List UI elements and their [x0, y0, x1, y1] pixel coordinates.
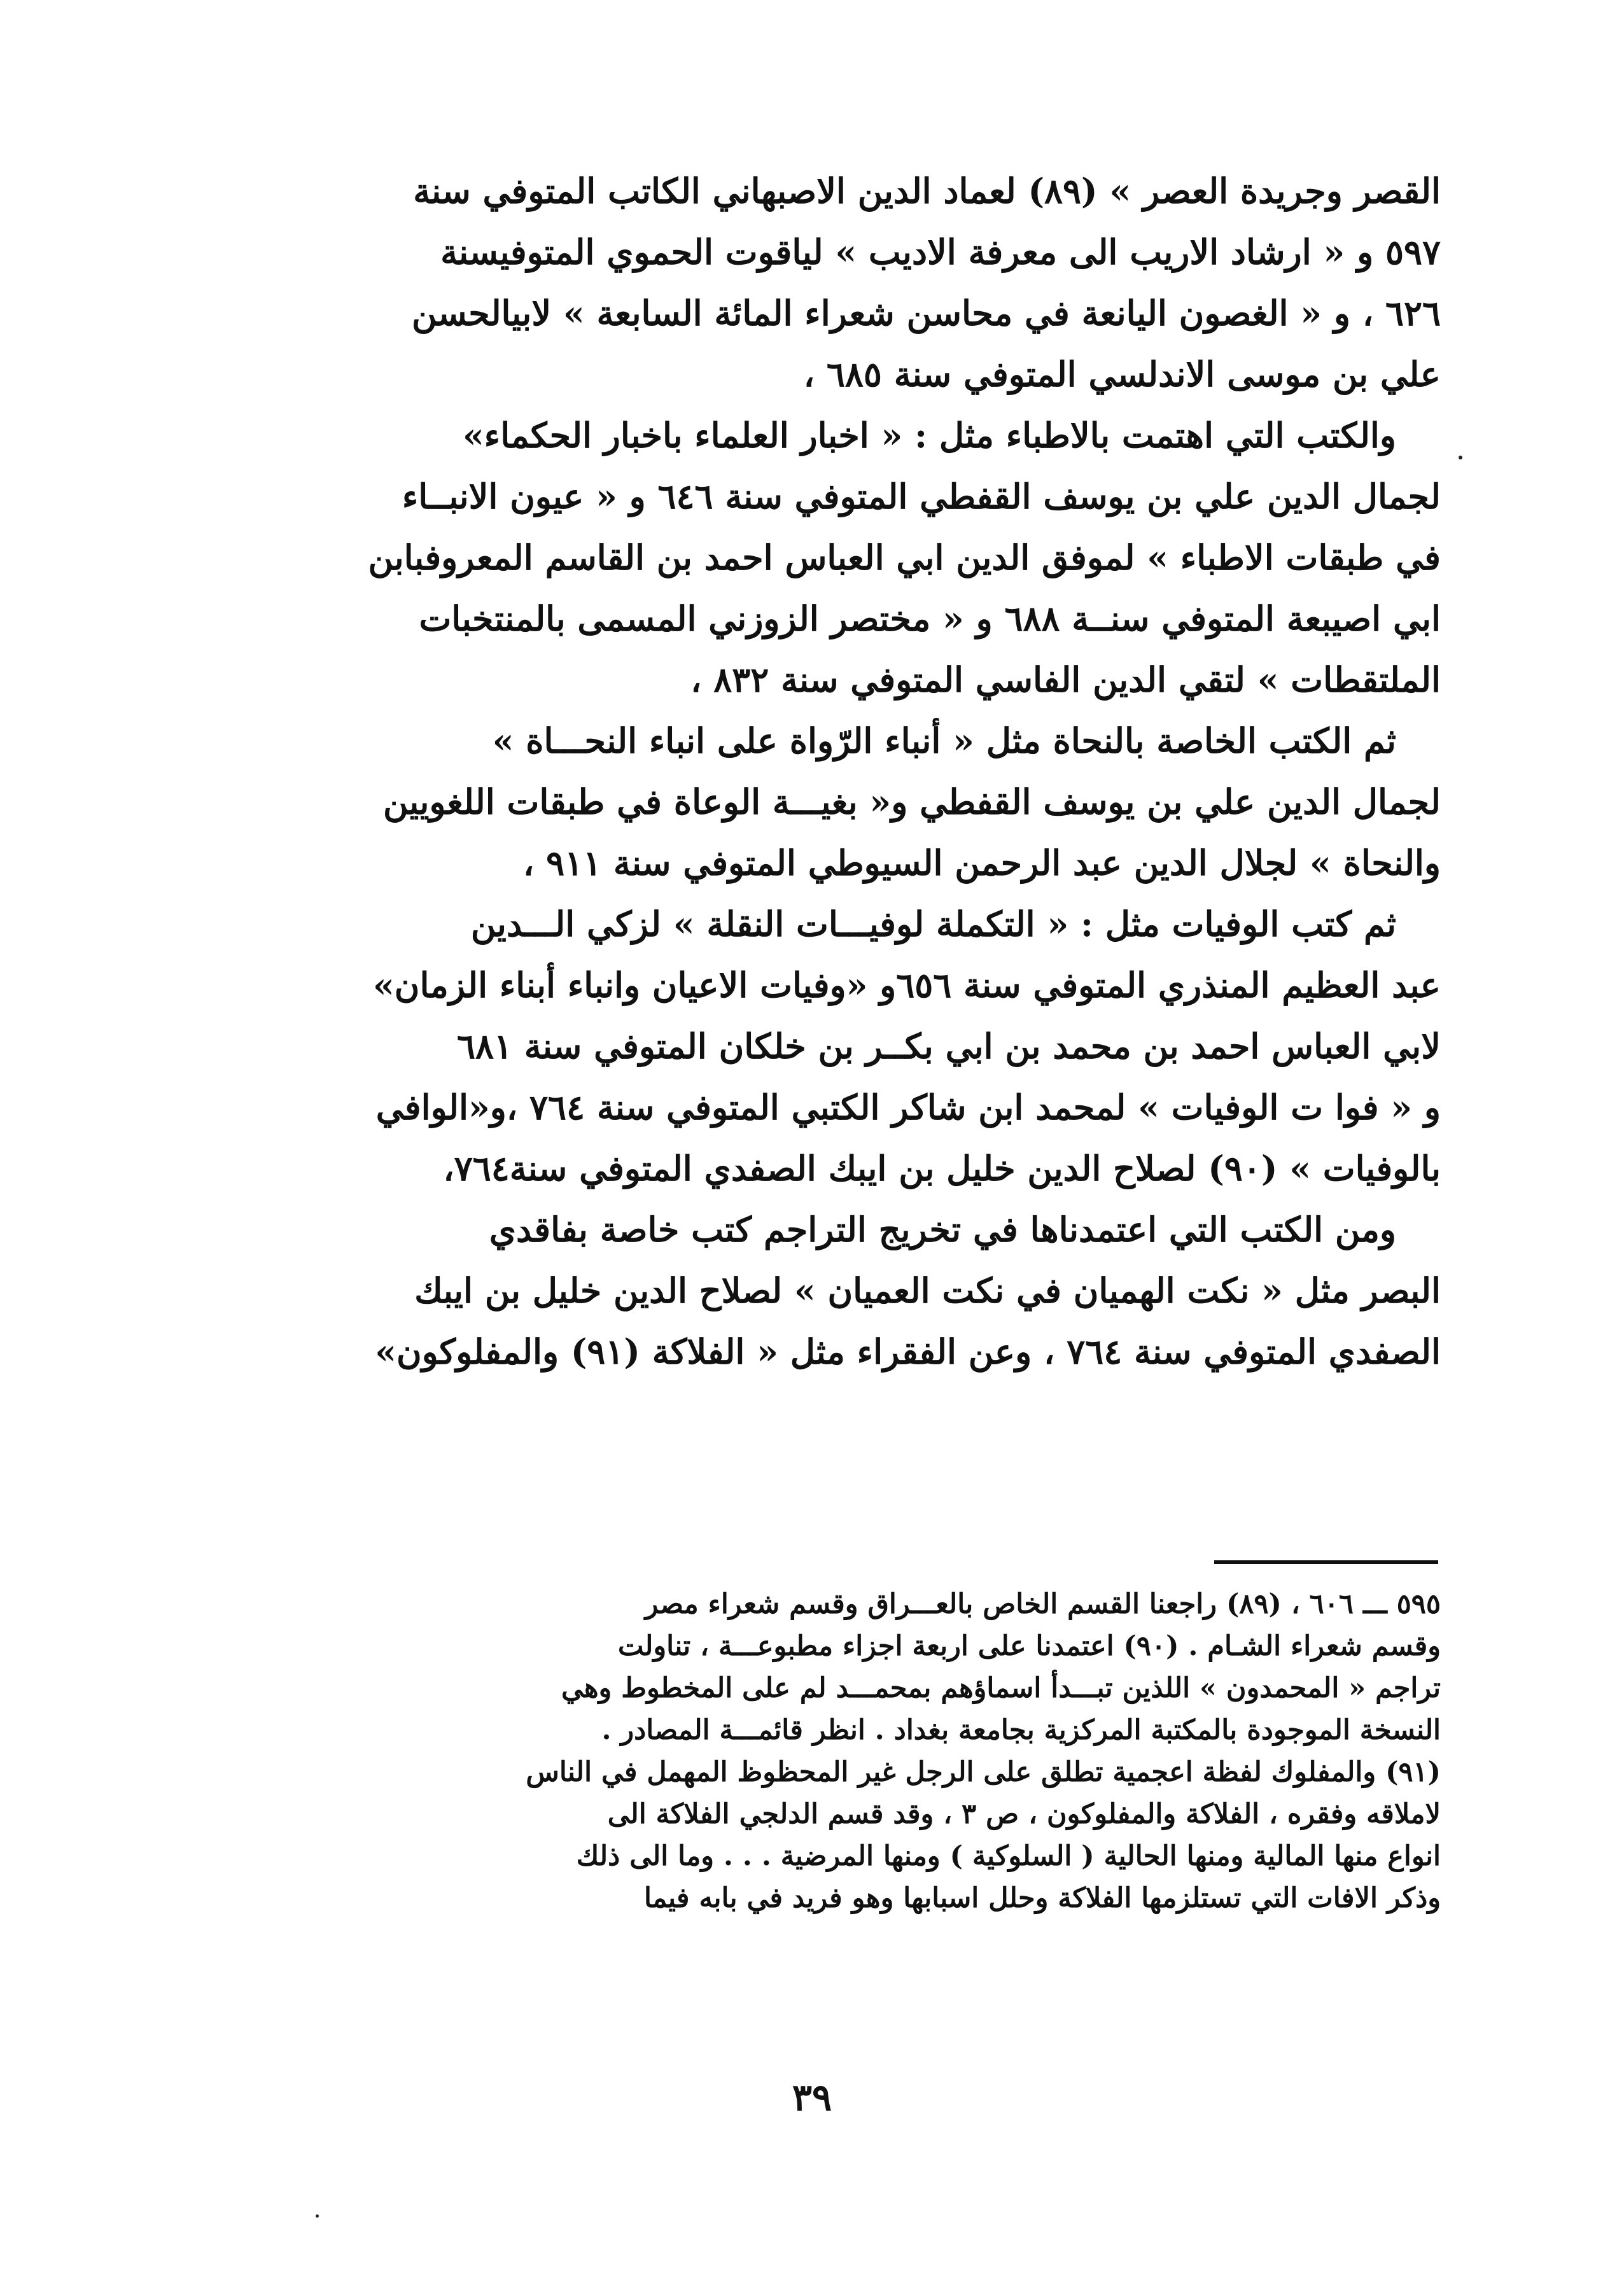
footnote-line: انواع منها المالية ومنها الحالية ( السلوكية ) ومنها المرضية . . . وما الى ذلك	[576, 1840, 1441, 1872]
text-line: لابي العباس احمد بن محمد بن ابي بكــر بن خلكان المتوفي سنة ٦٨١	[456, 1026, 1441, 1067]
text-line: لجمال الدين علي بن يوسف القفطي المتوفي سنة ٦٤٦ و « عيون الانبــاء	[402, 476, 1441, 517]
text-line: ابي اصيبعة المتوفي سنــة ٦٨٨ و « مختصر الزوزني المسمى بالمنتخبات	[419, 598, 1441, 639]
text-line: بالوفيات » (٩٠) لصلاح الدين خليل بن ايبك الصفدي المتوفي سنة٧٦٤،	[443, 1148, 1441, 1189]
footnote-line: وقسم شعراء الشـام . (٩٠) اعتمدنا على اربعة اجزاء مطبوعـــة ، تناولت	[618, 1630, 1441, 1662]
text-line: البصر مثل « نكت الهميان في نكت العميان » لصلاح الدين خليل بن ايبك	[414, 1270, 1441, 1311]
text-line: ومن الكتب التي اعتمدناها في تخريج التراجم كتب خاصة بفاقدي	[489, 1209, 1396, 1250]
text-line: لجمال الدين علي بن يوسف القفطي و« بغيـــة الوعاة في طبقات اللغويين	[382, 781, 1441, 822]
text-line: علي بن موسى الاندلسي المتوفي سنة ٦٨٥ ،	[803, 354, 1441, 395]
footnote-line: وذكر الافات التي تستلزمها الفلاكة وحلل اسبابها وهو فريد في بابه فيما	[644, 1882, 1441, 1914]
footnote-line: تراجم « المحمدون » اللذين تبـــدأ اسماؤهم بمحمـــد لم على المخطوط وهي	[561, 1672, 1441, 1704]
text-line: في طبقات الاطباء » لموفق الدين ابي العباس احمد بن القاسم المعروفبابن	[368, 537, 1441, 578]
text-line: الصفدي المتوفي سنة ٧٦٤ ، وعن الفقراء مثل « الفلاكة (٩١) والمفلوكون»	[375, 1331, 1441, 1372]
text-line: ثم الكتب الخاصة بالنحاة مثل « أنباء الرّواة على انباء النحـــاة »	[492, 720, 1396, 761]
footnote-line: لاملاقه وفقره ، الفلاكة والمفلوكون ، ص ٣ ، وقد قسم الدلجي الفلاكة الى	[607, 1798, 1441, 1830]
text-line: ٥٩٧ و « ارشاد الاريب الى معرفة الاديب » لياقوت الحموي المتوفيسنة	[440, 232, 1441, 272]
scan-speck	[316, 2214, 319, 2218]
text-line: القصر وجريدة العصر » (٨٩) لعماد الدين الاصبهاني الكاتب المتوفي سنة	[413, 171, 1441, 211]
page-number: ٣٩	[792, 2076, 832, 2119]
footnote-line: ٥٩٥ ـــ ٦٠٦ ، (٨٩) راجعنا القسم الخاص بالعـــراق وقسم شعراء مصر	[645, 1588, 1441, 1620]
text-line: والكتب التي اهتمت بالاطباء مثل : « اخبار العلماء باخبار الحكماء»	[463, 415, 1396, 456]
main-text-block	[288, 160, 1441, 1382]
text-line: و « فوا ت الوفيات » لمحمد ابن شاكر الكتبي المتوفي سنة ٧٦٤ ،و«الوافي	[375, 1087, 1441, 1128]
text-line: والنحاة » لجلال الدين عبد الرحمن السيوطي المتوفي سنة ٩١١ ،	[522, 843, 1441, 883]
footnote-line: (٩١) والمفلوك لفظة اعجمية تطلق على الرجل غير المحظوظ المهمل في الناس	[526, 1756, 1441, 1788]
scan-speck	[1459, 456, 1462, 459]
footnote-divider	[1214, 1560, 1438, 1564]
text-line: الملتقطات » لتقي الدين الفاسي المتوفي سنة ٨٣٢ ،	[690, 659, 1441, 700]
text-line: ثم كتب الوفيات مثل : « التكملة لوفيـــات النقلة » لزكي الـــدين	[470, 904, 1396, 944]
text-line: ٦٢٦ ، و « الغصون اليانعة في محاسن شعراء المائة السابعة » لابيالحسن	[411, 293, 1441, 333]
text-line: عبد العظيم المنذري المتوفي سنة ٦٥٦و «وفيات الاعيان وانباء أبناء الزمان»	[373, 965, 1441, 1005]
footnotes-block	[288, 1583, 1441, 1919]
footnote-line: النسخة الموجودة بالمكتبة المركزية بجامعة بغداد . انظر قائمـــة المصادر .	[601, 1714, 1441, 1746]
